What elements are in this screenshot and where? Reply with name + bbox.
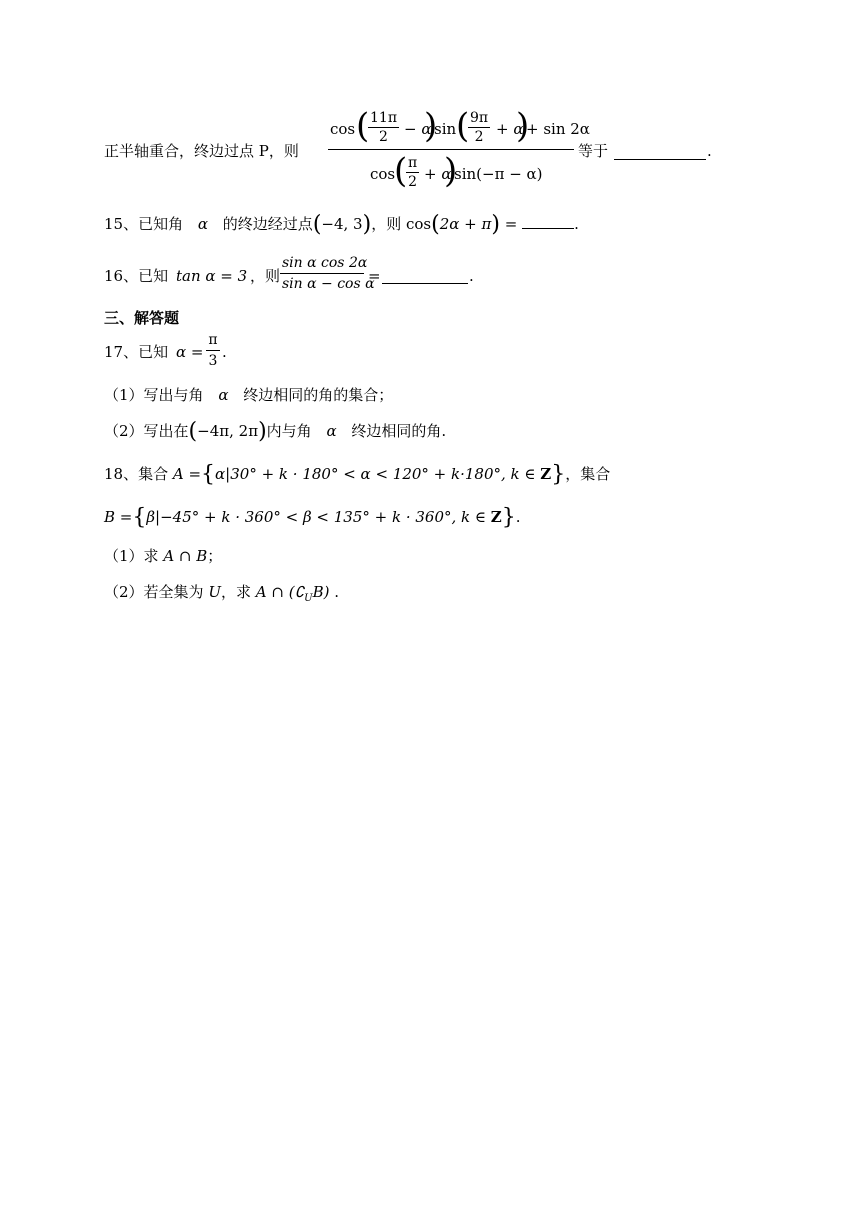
q14-paren-open-2: ( — [456, 106, 470, 146]
q16-eq: = — [368, 267, 381, 285]
q14-numerator — [328, 106, 590, 150]
q18-setA-tail: ，集合 — [565, 465, 611, 483]
q14-frac-pi2 — [406, 154, 419, 191]
q18-p2-U: U — [208, 583, 221, 601]
q14-prefix: 正半轴重合，终边过点 P，则 — [104, 142, 299, 160]
q14-denominator — [328, 150, 574, 194]
q14-num-cos: cos — [330, 120, 356, 138]
q14-num-tail: + sin 2α — [526, 120, 590, 138]
q18-setB-end: . — [515, 508, 521, 526]
q15-point-paren-close: ) — [362, 212, 372, 237]
q18-setB-body: β|−45° + k · 360° < β < 135° + k · 360°, k ∈ — [146, 508, 487, 526]
q15-comma: ，则 — [371, 215, 402, 233]
q14-frac-pi2-den: 2 — [408, 174, 418, 190]
q17-p1-text-a: （1）写出与角 — [104, 386, 204, 404]
q18-p2-expr: A ∩ (∁ — [255, 583, 305, 601]
q14-num-minus-alpha: − α — [404, 120, 432, 138]
q18-label: 18、集合 — [104, 465, 169, 483]
q15-point-paren-open: ( — [312, 212, 322, 237]
q18-p1-expr: A ∩ B — [163, 547, 208, 565]
q18-setA-body: α|30° + k · 180° < α < 120° + k·180°, k ∈ — [215, 465, 536, 483]
q14-frac-pi2-num: π — [408, 155, 418, 171]
q18-line1 — [104, 464, 610, 485]
q16-condition: tan α = 3 — [176, 267, 248, 285]
q15-point: −4, 3 — [321, 215, 363, 233]
q15-label: 15、已知角 — [104, 215, 184, 233]
q18-p2-expr2: B) — [312, 583, 330, 601]
q15-expr-paren-close: ) — [491, 212, 500, 237]
q18-setA-brace-close: } — [551, 462, 566, 487]
q14-frac-11pi-num: 11π — [370, 110, 398, 126]
q18-part2 — [104, 582, 339, 609]
q18-p1-end: ； — [207, 547, 223, 565]
q17-interval-paren-close: ) — [258, 419, 267, 444]
q16-frac-den: sin α − cos α — [282, 276, 375, 292]
q14-den-cos: cos — [370, 165, 396, 183]
q14-den-tail: sin(−π − α) — [454, 165, 543, 183]
q14-main-fraction — [328, 106, 590, 194]
q17-end: . — [222, 343, 227, 361]
q17-p2-text-a: （2）写出在 — [104, 422, 189, 440]
q14-num-sin: sin — [434, 120, 457, 138]
q14-paren-close-2: ) — [516, 106, 530, 146]
q18-p1-text: （1）求 — [104, 547, 159, 565]
q14-paren-open-1: ( — [356, 106, 370, 146]
q14-frac-11pi-den: 2 — [379, 129, 388, 145]
q16-frac-num: sin α cos 2α — [280, 253, 364, 274]
q18-p2-sub: U — [304, 593, 313, 604]
q14-frac-9pi — [468, 109, 490, 146]
q17-p1-text-b: 终边相同的角的集合； — [243, 386, 394, 404]
q14-frac-9pi-den: 2 — [474, 129, 484, 145]
q18-setA-brace-open: { — [201, 462, 216, 487]
q14-frac-11pi — [368, 109, 399, 146]
q14-den-paren-close: ) — [444, 151, 458, 191]
q15-expr: 2α + π — [439, 215, 492, 233]
q16-answer-blank — [382, 269, 468, 284]
q18-p2-end: . — [334, 583, 339, 601]
q18-setB-brace-open: { — [132, 505, 147, 530]
q17-interval: −4π, 2π — [197, 422, 259, 440]
q14-num-plus-alpha: + α — [496, 120, 524, 138]
q18-setB-name: B = — [104, 508, 133, 526]
q17-frac-num: π — [206, 330, 220, 351]
q18-setB-brace-close: } — [501, 505, 516, 530]
q14-paren-close-1: ) — [424, 106, 438, 146]
q17-label: 17、已知 — [104, 343, 169, 361]
q15-expr-paren-open: ( — [431, 212, 440, 237]
q15-answer-blank — [522, 214, 574, 229]
q17-p2-text-c: 终边相同的角. — [351, 422, 447, 440]
q16-label: 16、已知 — [104, 267, 169, 285]
q17-p1-alpha: α — [218, 386, 229, 404]
q15-mid: 的终边经过点 — [222, 215, 313, 233]
q17-part2 — [104, 421, 446, 442]
q16-end: . — [469, 267, 474, 285]
q17-frac-den: 3 — [208, 353, 218, 369]
q16-comma: ，则 — [250, 267, 281, 285]
q14-end: . — [707, 142, 712, 160]
q16-fraction — [280, 253, 375, 294]
q18-setB-Z: Z — [490, 508, 502, 526]
q15-alpha: α — [197, 215, 209, 233]
section-heading: 三、解答题 — [104, 309, 180, 327]
q17-interval-paren-open: ( — [188, 419, 198, 444]
q18-p2-text-a: （2）若全集为 — [104, 583, 204, 601]
q17-fraction — [206, 330, 220, 371]
q15-eq: = — [504, 215, 518, 233]
q18-p2-text-b: ，求 — [220, 583, 251, 601]
q14-suffix: 等于 — [578, 142, 609, 160]
q14-frac-9pi-num: 9π — [470, 110, 489, 126]
q18-setA-name: A = — [172, 465, 202, 483]
q15-end: . — [574, 215, 579, 233]
q18-setA-Z: Z — [540, 465, 552, 483]
q17-p2-alpha: α — [326, 422, 337, 440]
q14-answer-blank — [614, 145, 706, 160]
q17-lhs: α = — [176, 343, 204, 361]
q17-p2-text-b: 内与角 — [266, 422, 312, 440]
q15-expr-cos: cos — [406, 215, 432, 233]
q18-line2 — [104, 507, 521, 528]
q17-part1 — [104, 385, 393, 405]
q14-den-paren-open: ( — [394, 151, 408, 191]
q14-den-plus-alpha: + α — [424, 165, 452, 183]
q18-part1 — [104, 546, 222, 566]
q15-line — [104, 214, 579, 235]
